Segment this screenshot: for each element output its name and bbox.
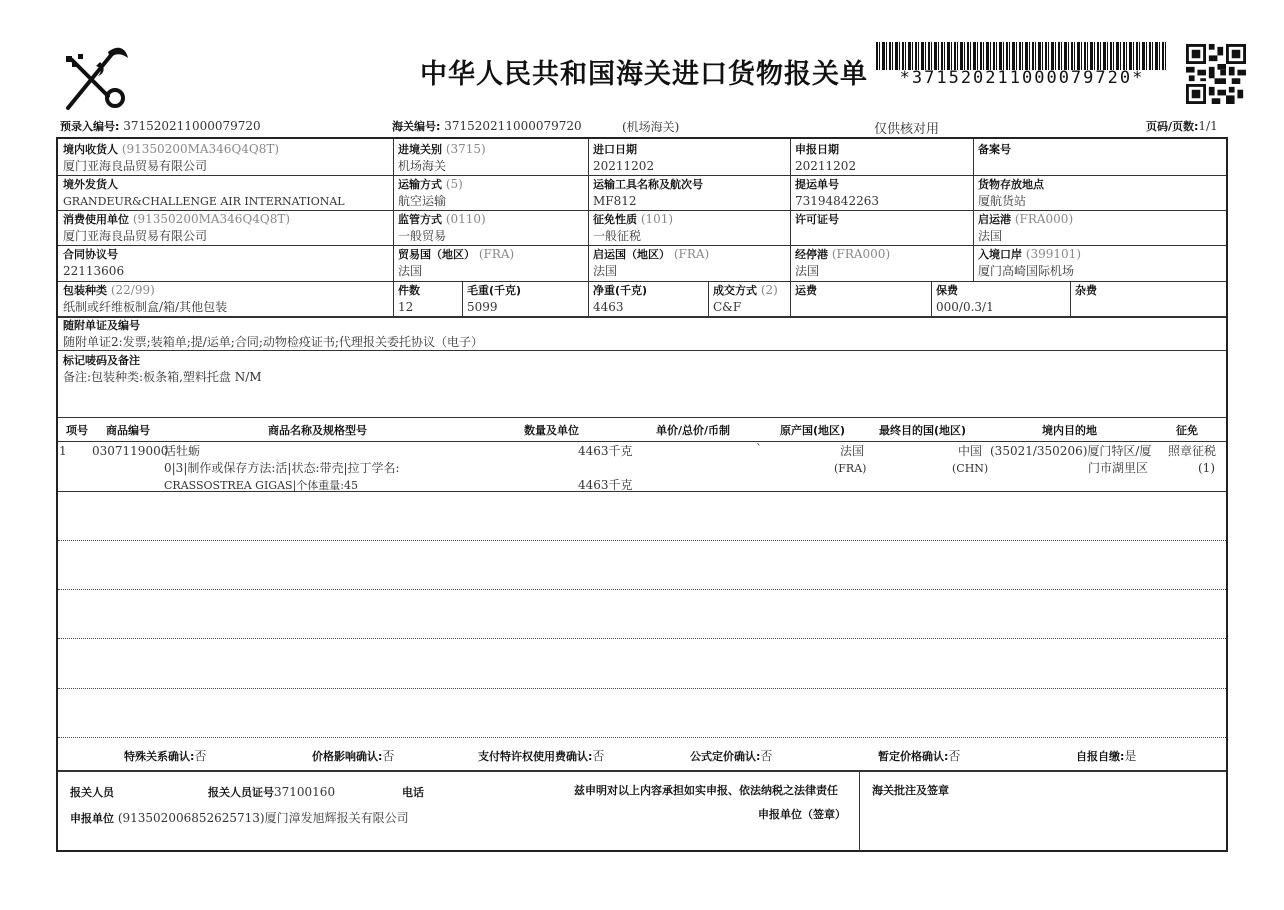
item-levy: 照章征税: [1168, 444, 1217, 458]
customs-number: [392, 118, 582, 134]
special-relation-confirm: 特殊关系确认:否: [124, 749, 207, 763]
pre-entry-number: [60, 118, 261, 134]
item-origin-code: (FRA): [834, 462, 867, 475]
trade-country-field: 贸易国（地区） (FRA) 法国: [398, 247, 515, 278]
customs-emblem-icon: [60, 42, 130, 112]
transit-port-field: 经停港 (FRA000) 法国: [795, 247, 891, 278]
record-no-field: 备案号: [978, 143, 1011, 156]
departure-port-field: 启运港 (FRA000) 法国: [978, 212, 1074, 243]
item-domestic-dest-line1: (35021/350206)厦门特区/厦: [990, 444, 1152, 458]
col-price: 单价/总价/币制: [656, 424, 731, 437]
item-qty-declared: 4463千克: [578, 478, 633, 492]
royalty-confirm: 支付特许权使用费确认:否: [478, 749, 605, 763]
declarant-label: 报关人员: [70, 786, 114, 799]
phone-label: 电话: [402, 786, 424, 799]
customs-no-label: 海关编号:: [392, 120, 441, 133]
formula-price-confirm: 公式定价确认:否: [690, 749, 773, 763]
watermark-text: 仅供核对用: [874, 122, 940, 137]
supervision-mode-field: 监管方式 (0110) 一般贸易: [398, 212, 486, 243]
declaration-form: [56, 137, 1228, 852]
col-domestic-dest: 境内目的地: [1042, 424, 1097, 437]
col-hs-code: 商品编号: [106, 424, 150, 437]
entry-port-field: 入境口岸 (399101) 厦门高崎国际机场: [978, 247, 1081, 278]
contract-no-field: 合同协议号 22113606: [63, 248, 125, 278]
page-value: 1/1: [1198, 119, 1218, 133]
net-weight-field: 净重(千克) 4463: [593, 284, 648, 314]
item-price: ˋ: [756, 442, 762, 456]
license-no-field: 许可证号: [795, 213, 839, 226]
declare-date-field: 申报日期 20211202: [795, 143, 857, 173]
item-dest-country-code: (CHN): [952, 462, 989, 475]
item-spec-line2: CRASSOSTREA GIGAS|个体重量:45: [164, 479, 358, 492]
gross-weight-field: 毛重(千克) 5099: [467, 284, 522, 314]
pre-entry-value: 371520211000079720: [123, 119, 261, 133]
item-spec-line1: 0|3|制作或保存方法:活|状态:带壳|拉丁学名:: [164, 461, 400, 475]
consignee-field: 境内收货人 (91350200MA346Q4Q8T) 厦门亚海良品贸易有限公司: [63, 142, 280, 173]
marks-field: 标记唛码及备注 备注:包装种类:板条箱,塑料托盘 N/M: [63, 354, 262, 384]
item-name: 活牡蛎: [164, 444, 201, 458]
consumer-unit-field: 消费使用单位 (91350200MA346Q4Q8T) 厦门亚海良品贸易有限公司: [63, 212, 291, 243]
misc-fee-field: 杂费: [1075, 284, 1097, 297]
customs-office: (机场海关): [622, 120, 680, 134]
item-hs-code: 0307119000: [92, 444, 169, 458]
declaring-unit: 申报单位 (913502006852625713)厦门漳发旭辉报关有限公司: [70, 811, 409, 825]
customs-endorsement-label: 海关批注及签章: [872, 784, 949, 797]
item-dest-country: 中国: [958, 444, 983, 458]
col-levy: 征免: [1176, 424, 1198, 437]
col-item-no: 项号: [66, 424, 88, 437]
entry-customs-field: 进境关别 (3715) 机场海关: [398, 142, 486, 173]
col-origin: 原产国(地区): [780, 424, 846, 437]
document-title: 中华人民共和国海关进口货物报关单: [420, 59, 868, 90]
item-qty-legal: 4463千克: [578, 444, 633, 458]
vessel-field: 运输工具名称及航次号 MF812: [593, 178, 703, 208]
barcode: [876, 42, 1168, 70]
seal-label: 申报单位（签章）: [758, 808, 846, 821]
import-date-field: 进口日期 20211202: [593, 143, 655, 173]
price-influence-confirm: 价格影响确认:否: [312, 749, 395, 763]
col-dest-country: 最终目的国(地区): [879, 424, 967, 437]
self-declare-pay: 自报自缴:是: [1076, 749, 1137, 763]
documents-field: 随附单证及编号 随附单证2:发票;装箱单;提/运单;合同;动物检疫证书;代理报关委托协议（电子）: [63, 319, 483, 349]
tax-nature-field: 征免性质 (101) 一般征税: [593, 212, 674, 243]
item-no: 1: [59, 444, 67, 458]
departure-country-field: 启运国（地区） (FRA) 法国: [593, 247, 710, 278]
col-quantity: 数量及单位: [524, 424, 579, 437]
pre-entry-label: 预录入编号:: [60, 120, 120, 133]
page-indicator: [1146, 118, 1218, 134]
bill-no-field: 提运单号 73194842263: [795, 178, 879, 208]
item-domestic-dest-line2: 门市湖里区: [1088, 461, 1149, 475]
customs-no-value: 371520211000079720: [444, 119, 582, 133]
transaction-mode-field: 成交方式 (2) C&F: [713, 283, 778, 314]
transport-mode-field: 运输方式 (5) 航空运输: [398, 177, 463, 208]
pieces-field: 件数 12: [398, 284, 420, 314]
package-type-field: 包装种类 (22/99) 纸制或纤维板制盒/箱/其他包装: [63, 283, 228, 314]
declarant-cert: 报关人员证号37100160: [208, 785, 336, 799]
qr-code-icon: [1186, 44, 1246, 104]
item-origin: 法国: [840, 444, 865, 458]
item-levy-code: (1): [1198, 461, 1215, 475]
overseas-shipper-field: 境外发货人 GRANDEUR&CHALLENGE AIR INTERNATIONAL: [63, 178, 345, 208]
insurance-field: 保费 000/0.3/1: [936, 284, 994, 314]
freight-field: 运费: [795, 284, 817, 297]
provisional-price-confirm: 暂定价格确认:否: [878, 749, 961, 763]
legal-statement: 兹申明对以上内容承担如实申报、依法纳税之法律责任: [574, 784, 838, 797]
page-label: 页码/页数:: [1146, 120, 1199, 133]
barcode-text: *371520211000079720*: [899, 68, 1145, 88]
storage-place-field: 货物存放地点 厦航货站: [978, 178, 1044, 208]
col-name-spec: 商品名称及规格型号: [268, 424, 367, 437]
